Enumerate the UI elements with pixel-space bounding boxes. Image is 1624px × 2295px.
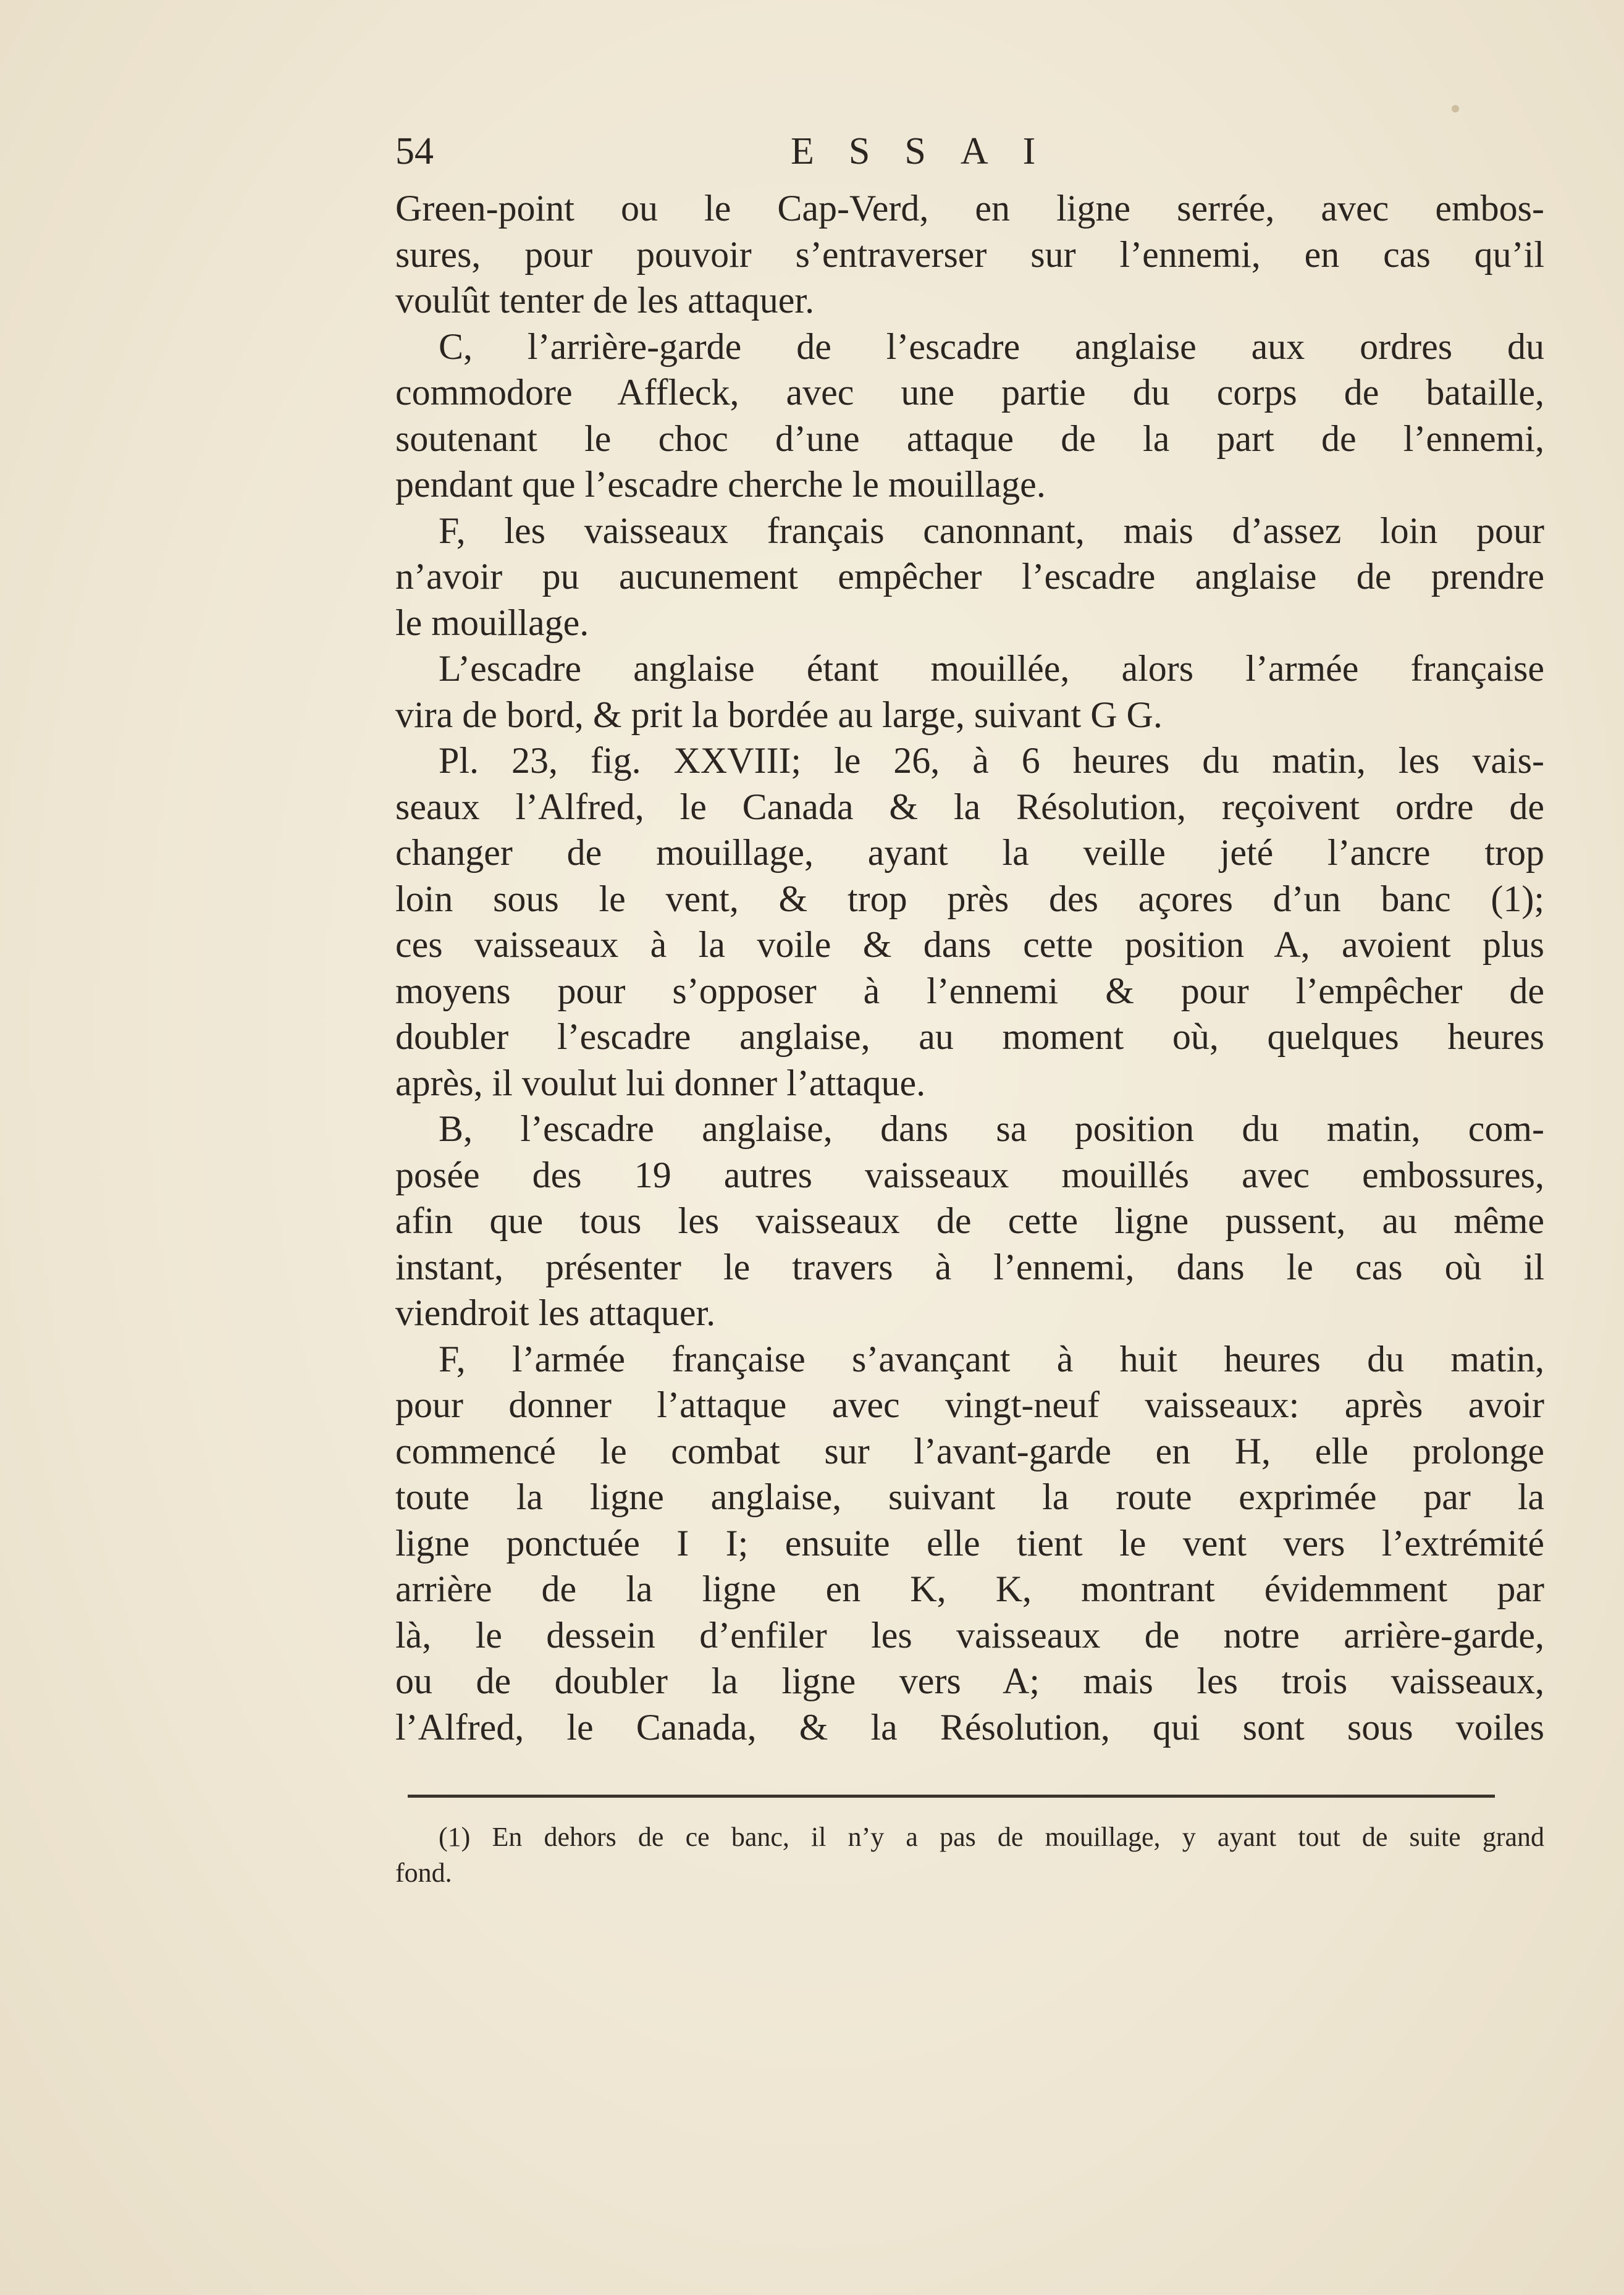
- text-line: F, l’armée française s’avançant à huit heures du matin,: [439, 1338, 1544, 1379]
- body-text: [395, 185, 1544, 1750]
- text-line: C, l’arrière-garde de l’escadre anglaise aux ordres du: [439, 326, 1544, 367]
- text-line: changer de mouillage, ayant la veille jeté l’ancre trop: [395, 832, 1544, 873]
- text-line: voulût tenter de les attaquer.: [395, 280, 815, 321]
- text-line: là, le dessein d’enfiler les vaisseaux de notre arrière-garde,: [395, 1614, 1544, 1656]
- text-line: après, il voulut lui donner l’attaque.: [395, 1062, 926, 1103]
- text-line: ou de doubler la ligne vers A; mais les trois vaisseaux,: [395, 1661, 1544, 1701]
- text-line: arrière de la ligne en K, K, montrant évidemment par: [395, 1569, 1544, 1609]
- text-line: posée des 19 autres vaisseaux mouillés avec embossures,: [395, 1154, 1544, 1195]
- footnote-rule: [408, 1795, 1495, 1798]
- text-line: Green-point ou le Cap-Verd, en ligne serrée, avec embos-: [395, 188, 1544, 229]
- page-header: [395, 130, 1544, 185]
- running-title: ESSAI: [791, 130, 1071, 172]
- text-line: loin sous le vent, & trop près des açores d’un banc (1);: [395, 878, 1544, 919]
- text-line: commodore Affleck, avec une partie du corps de bataille,: [395, 372, 1544, 413]
- text-line: instant, présenter le travers à l’ennemi, dans le cas où il: [395, 1246, 1544, 1287]
- text-line: n’avoir pu aucunement empêcher l’escadre anglaise de prendre: [395, 556, 1544, 597]
- text-line: sures, pour pouvoir s’entraverser sur l’ennemi, en cas qu’il: [395, 234, 1544, 275]
- text-line: pour donner l’attaque avec vingt-neuf vaisseaux: après avoir: [395, 1384, 1544, 1425]
- text-line: B, l’escadre anglaise, dans sa position du matin, com-: [439, 1108, 1544, 1149]
- text-line: l’Alfred, le Canada, & la Résolution, qui sont sous voiles: [395, 1706, 1544, 1748]
- text-line: Pl. 23, fig. XXVIII; le 26, à 6 heures du matin, les vais-: [439, 740, 1544, 781]
- footnote-line: (1) En dehors de ce banc, il n’y a pas de mouillage, y ayant tout de suite grand: [439, 1822, 1544, 1852]
- text-line: vira de bord, & prit la bordée au large, suivant G G.: [395, 694, 1163, 735]
- text-line: toute la ligne anglaise, suivant la route exprimée par la: [395, 1476, 1544, 1517]
- text-line: pendant que l’escadre cherche le mouillage.: [395, 464, 1046, 505]
- text-line: seaux l’Alfred, le Canada & la Résolution, reçoivent ordre de: [395, 786, 1544, 827]
- footnote: [395, 1819, 1544, 1891]
- text-line: ligne ponctuée I I; ensuite elle tient le vent vers l’extrémité: [395, 1522, 1544, 1564]
- text-line: viendroit les attaquer.: [395, 1292, 716, 1333]
- text-line: L’escadre anglaise étant mouillée, alors l’armée française: [439, 648, 1544, 689]
- text-line: afin que tous les vaisseaux de cette ligne pussent, au même: [395, 1200, 1544, 1241]
- footnote-line: fond.: [395, 1858, 452, 1888]
- paper-spot: [1452, 105, 1459, 112]
- text-line: soutenant le choc d’une attaque de la part de l’ennemi,: [395, 418, 1544, 459]
- text-line: F, les vaisseaux français canonnant, mais d’assez loin pour: [439, 510, 1544, 551]
- text-line: commencé le combat sur l’avant-garde en H, elle prolonge: [395, 1430, 1544, 1472]
- page-number: 54: [395, 130, 434, 172]
- text-line: doubler l’escadre anglaise, au moment où, quelques heures: [395, 1016, 1544, 1057]
- text-line: moyens pour s’opposer à l’ennemi & pour l’empêcher de: [395, 970, 1544, 1011]
- text-line: le mouillage.: [395, 602, 589, 643]
- text-line: ces vaisseaux à la voile & dans cette position A, avoient plus: [395, 924, 1544, 965]
